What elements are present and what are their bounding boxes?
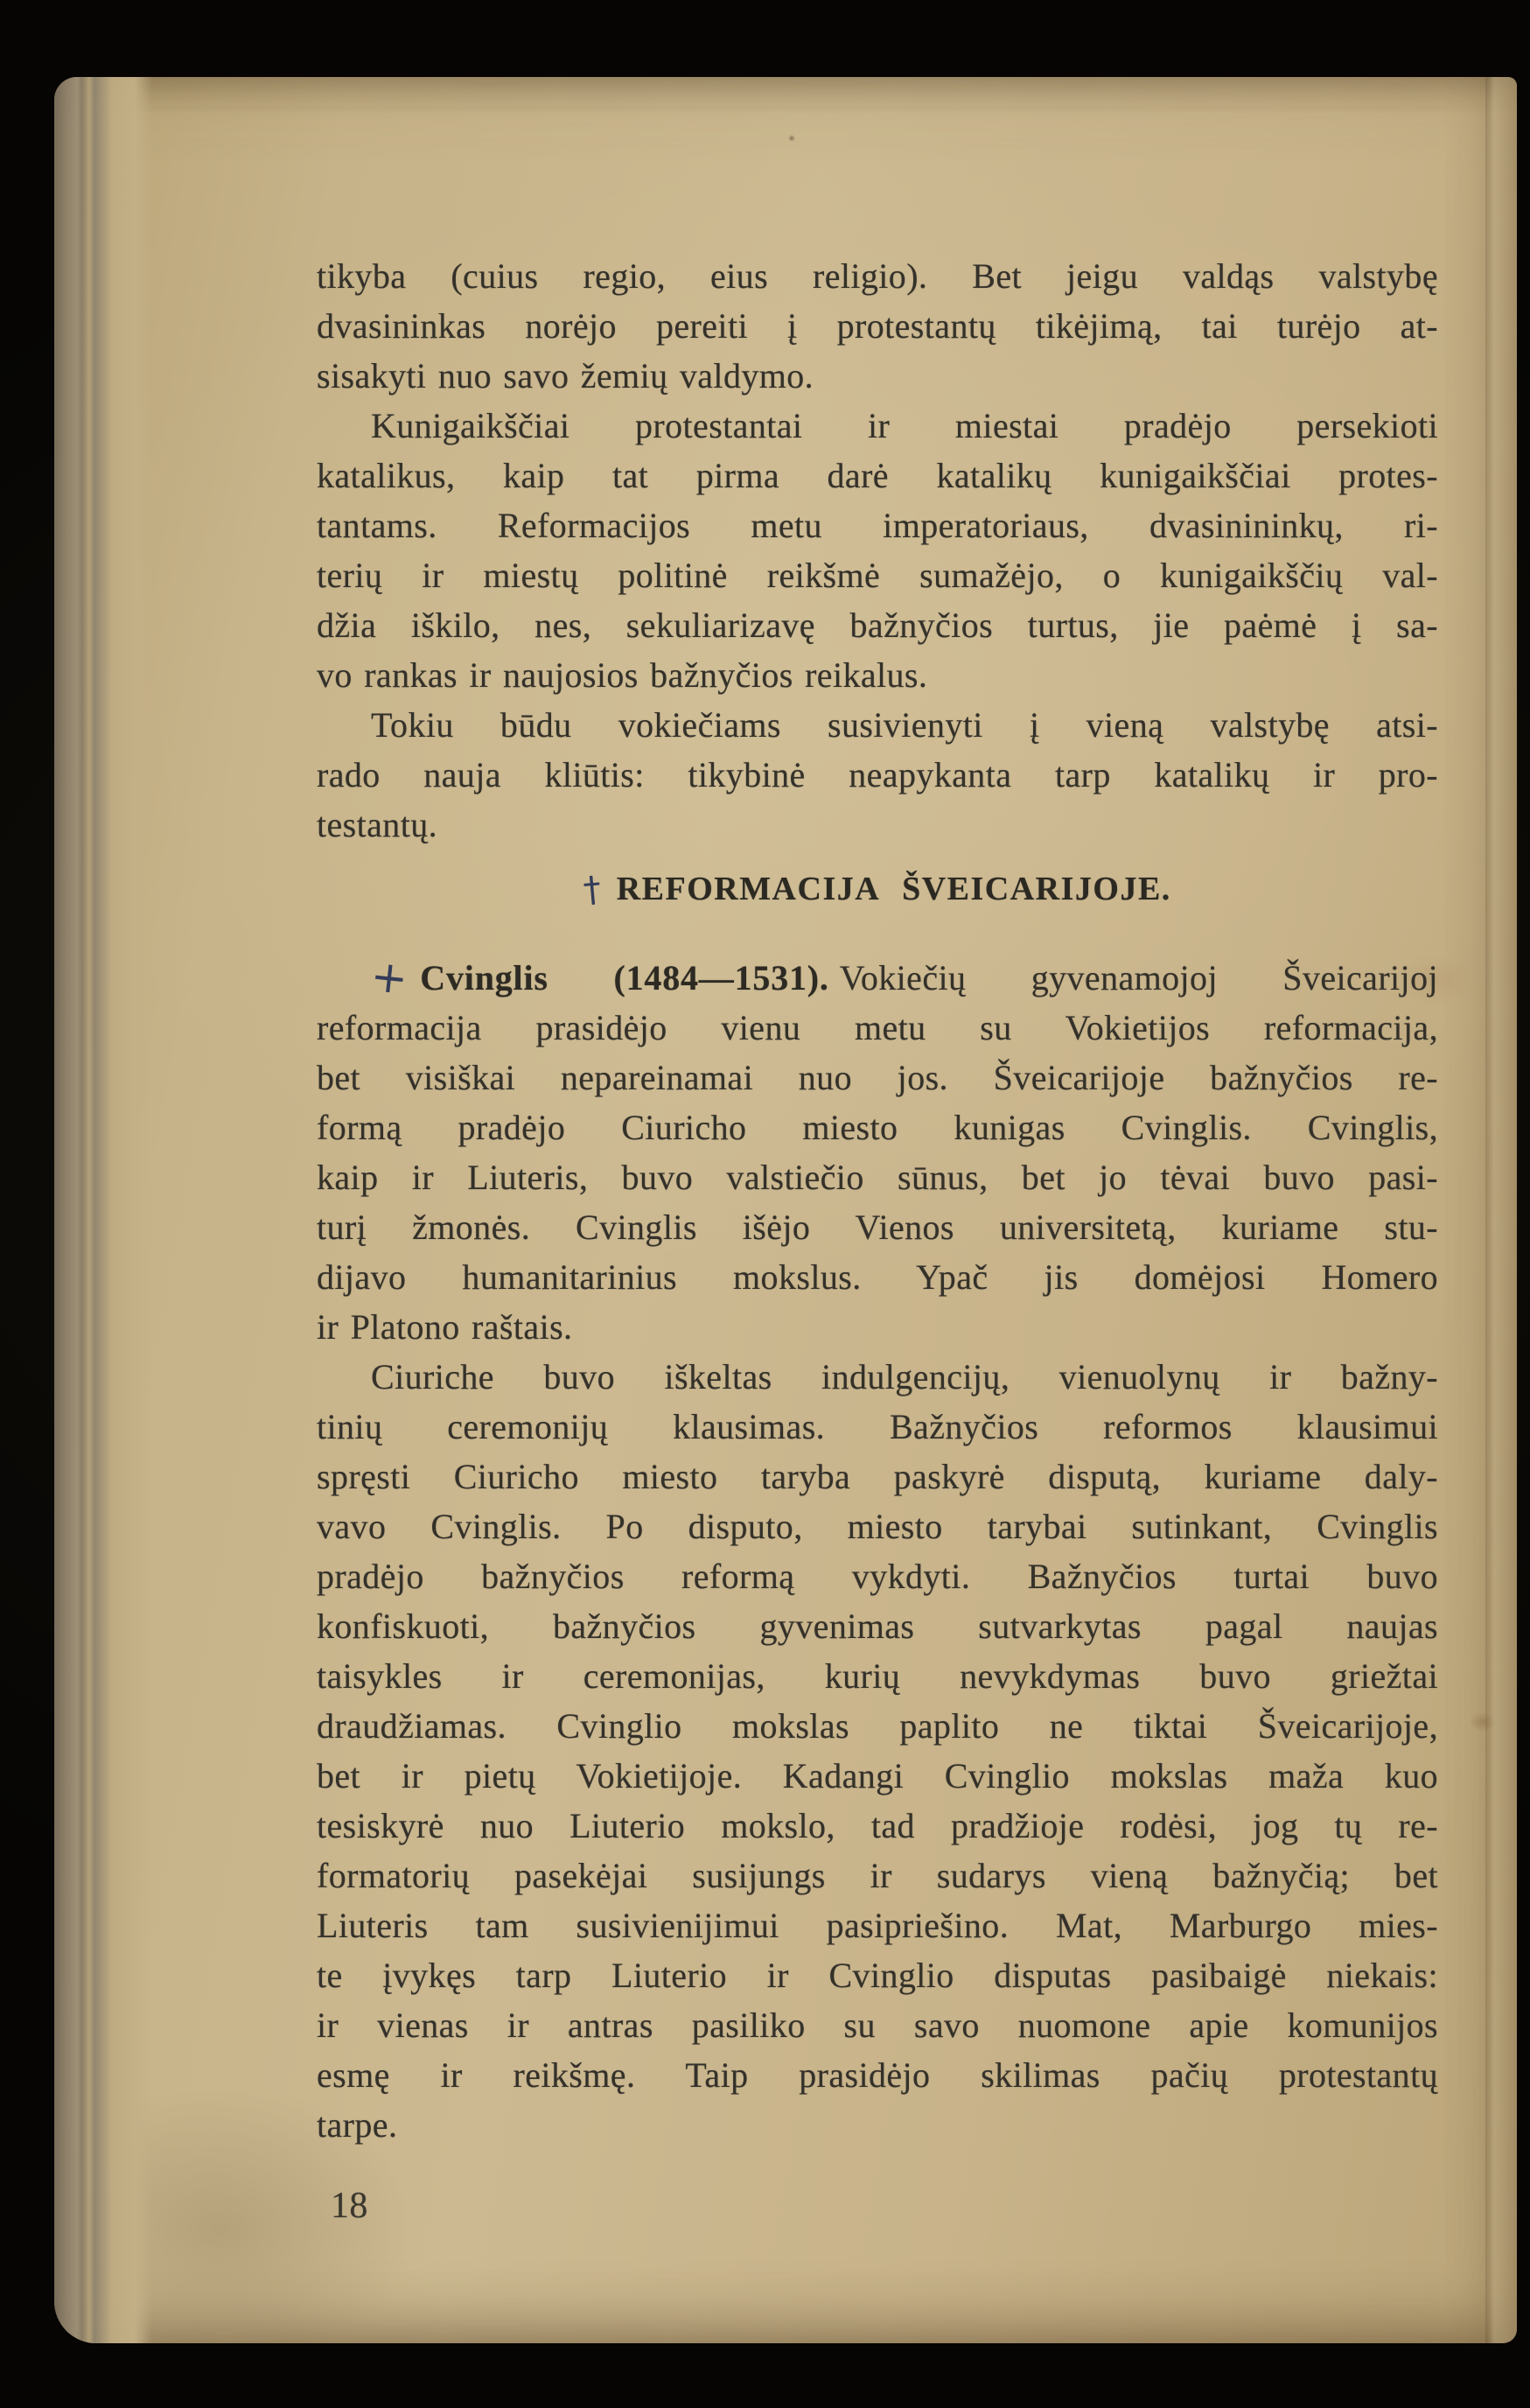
text-line: tikyba (cuius regio, eius religio). Bet jeigu valdąs valstybę [317,256,1438,296]
text-line: sisakyti nuo savo žemių valdymo. [317,356,814,396]
text-line: terių ir miestų politinė reikšmė sumažėjo, o kunigaikščių val- [317,556,1438,595]
text-line: Liuteris tam susivienijimui pasipriešino. Mat, Marburgo mies- [317,1906,1438,1945]
text-line: Kunigaikščiai protestantai ir miestai pradėjo persekioti [371,406,1438,445]
page-block-left-edge [54,77,152,2343]
text-line: ir vienas ir antras pasiliko su savo nuomone apie komunijos [317,2006,1438,2045]
text-line: pradėjo bažnyčios reformą vykdyti. Bažnyčios turtai buvo [317,1557,1438,1596]
text-line: Ciuriche buvo iškeltas indulgencijų, vienuolynų ir bažny- [371,1357,1438,1396]
paragraph-persecution [317,401,1438,700]
text-line: džia iškilo, nes, sekuliarizavę bažnyčios turtus, jie paėmė į sa- [317,606,1438,645]
text-line: testantų. [317,805,438,844]
handwritten-cross-mark: † [582,869,604,911]
text-line: dvasininkas norėjo pereiti į protestantų tikėjimą, tai turėjo at- [317,306,1438,346]
text-span: Vokiečių gyvenamojoj Šveicarijoj [839,958,1438,998]
text-line: reformacija prasidėjo vienu metu su Vokietijos reformacija, [317,1008,1438,1047]
text-line: draudžiamas. Cvinglio mokslas paplito ne tiktai Šveicarijoje, [317,1706,1438,1746]
text-line: bet visiškai nepareinamai nuo jos. Šveicarijoje bažnyčios re- [317,1058,1438,1097]
page-fore-edge [1485,77,1517,2343]
text-line: esmę ir reikšmę. Taip prasidėjo skilimas pačių protestantų [317,2055,1438,2095]
text-line: tesiskyrė nuo Liuterio mokslo, tad pradžioje rodėsi, jog tų re- [317,1806,1438,1845]
text-line: Tokiu būdu vokiečiams susivienyti į vieną valstybę atsi- [371,705,1438,745]
text-block [317,251,1438,2231]
book-page [54,77,1517,2343]
text-line: tarpe. [317,2105,398,2145]
section-heading [317,864,1438,914]
section-heading-text: REFORMACIJA ŠVEICARIJOJE. [616,871,1171,907]
paragraph-obstacle [317,700,1438,850]
text-line: formą pradėjo Ciuricho miesto kunigas Cvinglis. Cvinglis, [317,1108,1438,1147]
text-line: formatorių pasekėjai susijungs ir sudarys vieną bažnyčią; bet [317,1856,1438,1895]
text-line: rado nauja kliūtis: tikybinė neapykanta tarp katalikų ir pro- [317,755,1438,794]
text-line: vo rankas ir naujosios bažnyčios reikalus. [317,655,928,695]
handwritten-plus-mark: + [368,949,411,1005]
text-line: te įvykęs tarp Liuterio ir Cvinglio disputas pasibaigė niekais: [317,1956,1438,1995]
text-line [317,949,1438,1005]
text-line: ir Platono raštais. [317,1307,573,1347]
keyword-bold: Cvinglis (1484—1531). [420,958,829,998]
text-line: tantams. Reformacijos metu imperatoriaus, dvasinininkų, ri- [317,506,1438,545]
paragraph-continuation [317,251,1438,401]
text-line: katalikus, kaip tat pirma darė katalikų kunigaikščiai protes- [317,456,1438,495]
text-line: konfiskuoti, bažnyčios gyvenimas sutvarkytas pagal naujas [317,1606,1438,1646]
text-line: spręsti Ciuricho miesto taryba paskyrė disputą, kuriame daly- [317,1457,1438,1496]
paragraph-cvinglis [317,949,1438,1352]
text-line: bet ir pietų Vokietijoje. Kadangi Cvinglio mokslas maža kuo [317,1756,1438,1796]
page-number: 18 [331,2186,368,2226]
text-line: vavo Cvinglis. Po disputo, miesto tarybai sutinkant, Cvinglis [317,1507,1438,1546]
text-line: turį žmonės. Cvinglis išėjo Vienos universitetą, kuriame stu- [317,1208,1438,1247]
text-line: tinių ceremonijų klausimas. Bažnyčios reformos klausimui [317,1407,1438,1446]
text-line: dijavo humanitarinius mokslus. Ypač jis domėjosi Homero [317,1257,1438,1297]
paragraph-zurich-reform [317,1352,1438,2150]
text-line: taisykles ir ceremonijas, kurių nevykdymas buvo griežtai [317,1656,1438,1696]
text-line: kaip ir Liuteris, buvo valstiečio sūnus, bet jo tėvai buvo pasi- [317,1158,1438,1197]
